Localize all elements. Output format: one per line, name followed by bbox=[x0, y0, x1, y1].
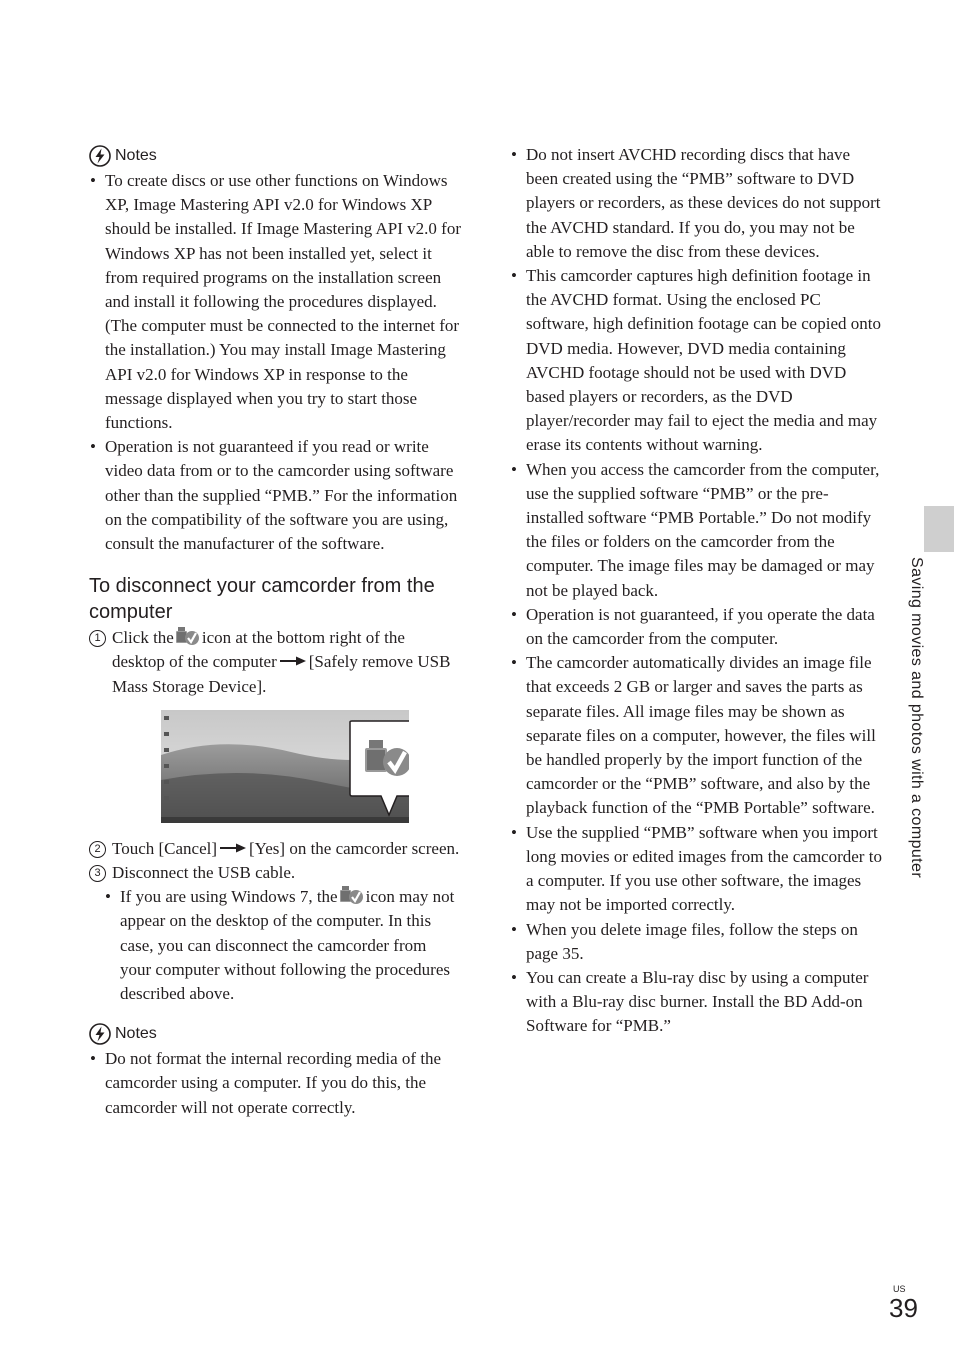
step-number: 3 bbox=[89, 865, 106, 882]
list-item: • Use the supplied “PMB” software when you import long movies or edited images from the camcorder to a computer. If you use other software, the images may not be imported correctly. bbox=[510, 821, 882, 918]
notes-title: Notes bbox=[115, 146, 157, 164]
step-number: 2 bbox=[89, 841, 106, 858]
step-text: [Yes] on the camcorder screen. bbox=[249, 838, 460, 858]
right-column bbox=[510, 143, 882, 1039]
step-3 bbox=[89, 861, 461, 885]
side-label-text: Saving movies and photos with a computer bbox=[908, 557, 925, 879]
list-item: • You can create a Blu-ray disc by using a computer with a Blu-ray disc burner. Install the BD Add-on Software for “PMB.” bbox=[510, 966, 882, 1039]
step-number: 1 bbox=[89, 630, 106, 647]
desktop-screenshot bbox=[161, 710, 409, 823]
notes-icon bbox=[89, 1023, 111, 1045]
step-text: Click the bbox=[112, 628, 174, 648]
sub-note-list bbox=[104, 885, 461, 1006]
step-text: Touch [Cancel] bbox=[112, 838, 218, 858]
step-text: icon at the bottom right of the desktop of the computer bbox=[112, 628, 405, 672]
list-item: • When you access the camcorder from the computer, use the supplied software “PMB” or the pre-installed software “PMB Portable.” Do not modify the files or folders on the camcorder from the computer. The image files may be damaged or may not be played back. bbox=[510, 458, 882, 603]
notes-list bbox=[89, 169, 461, 556]
notes-header bbox=[89, 143, 461, 169]
list-item: • Operation is not guaranteed if you read or write video data from or to the camcorder using software other than the supplied “PMB.” For the information on the compatibility of the software you are using, consult the manufacturer of the software. bbox=[89, 435, 461, 556]
list-item: • Do not format the internal recording media of the camcorder using a computer. If you do this, the camcorder will not operate correctly. bbox=[89, 1047, 461, 1120]
notes-list bbox=[89, 1047, 461, 1120]
section-heading: To disconnect your camcorder from the computer bbox=[89, 575, 435, 624]
section-tab bbox=[924, 506, 954, 552]
step-1 bbox=[89, 626, 461, 699]
list-item: • Do not insert AVCHD recording discs that have been created using the “PMB” software to DVD players or recorders, as these devices do not support the AVCHD standard. If you do, you may not be able to remove the disc from these devices. bbox=[510, 143, 882, 264]
usb-eject-icon bbox=[176, 626, 200, 646]
desktop-image bbox=[161, 710, 409, 823]
list-item: • When you delete image files, follow the steps on page 35. bbox=[510, 918, 882, 966]
arrow-right-icon bbox=[220, 843, 246, 853]
list-item: • To create discs or use other functions on Windows XP, Image Mastering API v2.0 for Windows XP should be installed. If Image Mastering API v2.0 for Windows XP has not been installed yet, select it from required programs on the installation screen and install it following the procedures displayed. (The computer must be connected to the internet for the installation.) You may install Image Mastering API v2.0 for Windows XP in response to the message displayed when you try to start those functions. bbox=[89, 169, 461, 435]
list-item bbox=[104, 885, 461, 1006]
left-column bbox=[89, 143, 461, 1120]
step-text: Disconnect the USB cable. bbox=[112, 863, 296, 883]
step-2 bbox=[89, 837, 461, 861]
arrow-right-icon bbox=[280, 656, 306, 666]
side-label bbox=[905, 557, 931, 917]
notes-title: Notes bbox=[115, 1025, 157, 1043]
region-code: US bbox=[893, 1284, 906, 1294]
notes-list bbox=[510, 143, 882, 1039]
list-item: • This camcorder captures high definition footage in the AVCHD format. Using the enclosed PC software, high definition footage can be copied onto DVD media. However, DVD media containing AVCHD footage should not be used with DVD based players or recorders, as the DVD player/recorder may fail to eject the media and may erase its contents without warning. bbox=[510, 264, 882, 458]
list-item: • The camcorder automatically divides an image file that exceeds 2 GB or larger and saves the parts as separate files. All image files may be shown as separate files on a computer, however, the files will be handled properly by the import function of the camcorder or the “PMB” software, and also by the playback function of the “PMB Portable” software. bbox=[510, 651, 882, 820]
sub-note-text: If you are using Windows 7, the bbox=[120, 887, 338, 907]
sub-note-text: icon may not appear on the desktop of the computer. In this case, you can disconnect the camcorder from your computer without following the procedures described above. bbox=[120, 887, 455, 1004]
notes-icon bbox=[89, 145, 111, 167]
usb-eject-icon bbox=[340, 885, 364, 905]
step-text: [Safely remove USB Mass Storage Device]. bbox=[112, 652, 451, 696]
notes-header bbox=[89, 1021, 461, 1047]
page-number: 39 bbox=[889, 1293, 918, 1323]
list-item: • Operation is not guaranteed, if you operate the data on the camcorder from the computer. bbox=[510, 603, 882, 651]
